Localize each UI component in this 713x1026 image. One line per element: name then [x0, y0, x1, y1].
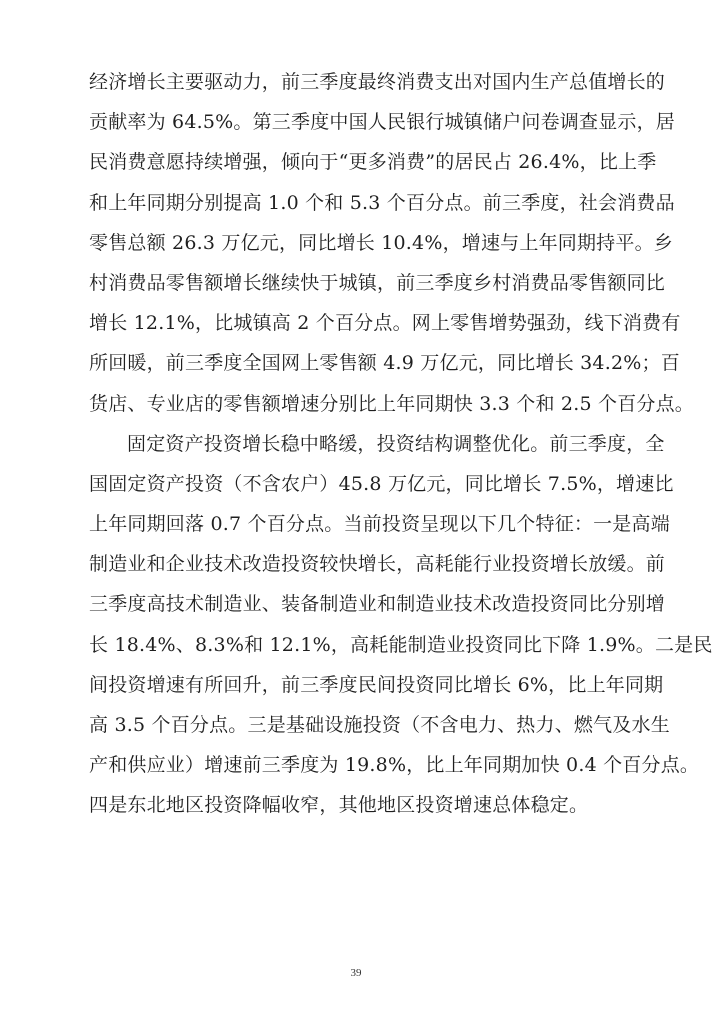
text-line: 产和供应业）增速前三季度为 19.8%，比上年同期加快 0.4 个百分点。	[89, 754, 700, 777]
page-number: 39	[350, 967, 362, 979]
text-line: 经济增长主要驱动力，前三季度最终消费支出对国内生产总值增长的	[89, 71, 666, 93]
text-line: 贡献率为 64.5%。第三季度中国人民银行城镇储户问卷调查显示，居	[89, 111, 675, 134]
text-line: 增长 12.1%，比城镇高 2 个百分点。网上零售增势强劲，线下消费有	[89, 312, 681, 335]
text-line: 三季度高技术制造业、装备制造业和制造业技术改造投资同比分别增	[89, 593, 666, 616]
text-line: 零售总额 26.3 万亿元，同比增长 10.4%，增速与上年同期持平。乡	[89, 231, 673, 254]
text-line: 国固定资产投资（不含农户）45.8 万亿元，同比增长 7.5%，增速比	[89, 472, 674, 495]
text-line: 四是东北地区投资降幅收窄，其他地区投资增速总体稳定。	[89, 794, 589, 817]
body-text	[89, 62, 713, 826]
text-line: 和上年同期分别提高 1.0 个和 5.3 个百分点。前三季度，社会消费品	[89, 191, 675, 214]
text-line: 村消费品零售额增长继续快于城镇，前三季度乡村消费品零售额同比	[89, 271, 666, 294]
paragraph-consumption	[89, 62, 694, 424]
text-line: 固定资产投资增长稳中略缓，投资结构调整优化。前三季度，全	[127, 432, 665, 455]
text-line: 制造业和企业技术改造投资较快增长，高耗能行业投资增长放缓。前	[89, 553, 666, 576]
paragraph-investment	[89, 424, 713, 826]
text-line: 长 18.4%、8.3%和 12.1%，高耗能制造业投资同比下降 1.9%。二是民	[89, 633, 713, 656]
text-line: 民消费意愿持续增强，倾向于“更多消费”的居民占 26.4%，比上季	[89, 151, 657, 174]
text-line: 间投资增速有所回升，前三季度民间投资同比增长 6%，比上年同期	[89, 673, 664, 696]
text-line: 高 3.5 个百分点。三是基础设施投资（不含电力、热力、燃气及水生	[89, 714, 670, 736]
text-line: 货店、专业店的零售额增速分别比上年同期快 3.3 个和 2.5 个百分点。	[89, 392, 694, 415]
text-line: 所回暖，前三季度全国网上零售额 4.9 万亿元，同比增长 34.2%；百	[89, 352, 680, 375]
text-line: 上年同期回落 0.7 个百分点。当前投资呈现以下几个特征：一是高端	[89, 513, 670, 536]
